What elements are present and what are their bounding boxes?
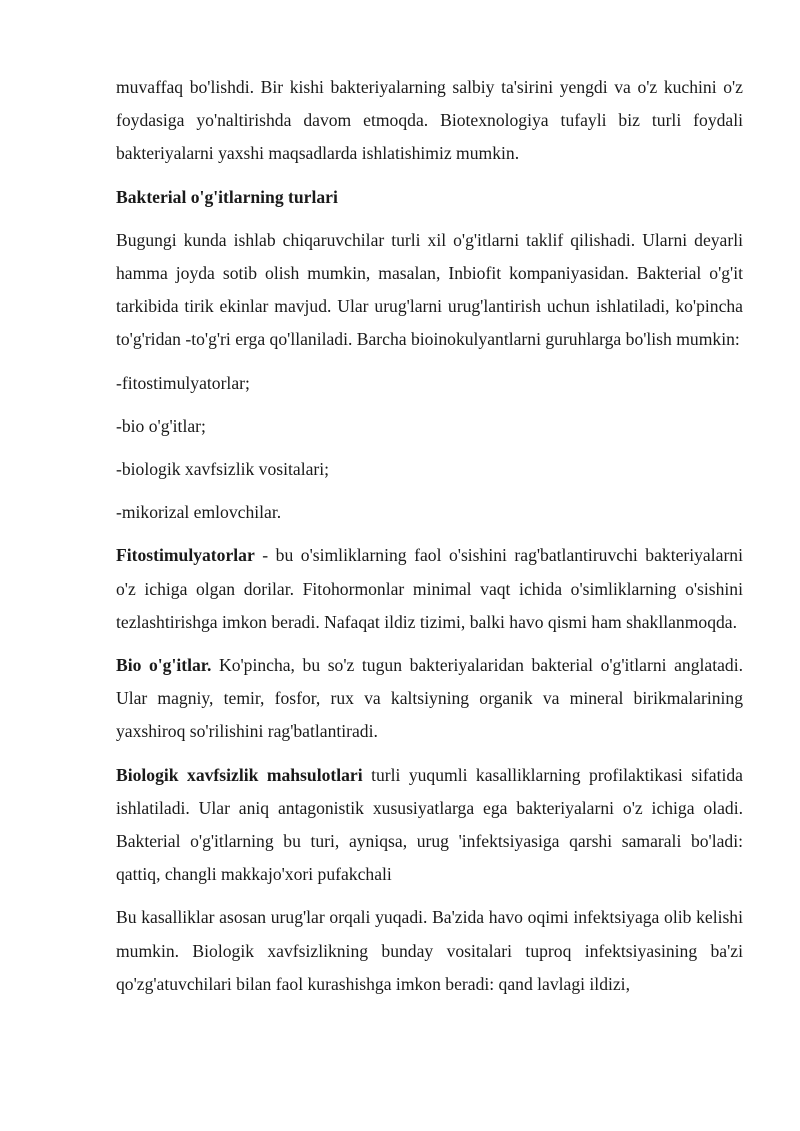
list-item: -bio o'g'itlar; bbox=[116, 415, 206, 436]
paragraph-diseases: Bu kasalliklar asosan urug'lar orqali yuqadi. Ba'zida havo oqimi infektsiyaga olib kelishi mumkin. Biologik xavfsizlikning bunday vositalari tuproq infektsiyasining ba'zi qo'zg'atuvchilari bilan faol kurashishga imkon beradi: qand lavlagi ildizi, bbox=[116, 907, 743, 994]
definition-text: - bu o'simliklarning faol o'sishini rag'batlantiruvchi bakteriyalarni o'z ichiga olgan dorilar. Fitohormonlar minimal vaqt ichida o'simliklarning o'sishini tezlashtirishga imkon beradi. Nafaqat ildiz tizimi, balki havo qismi ham shakllanmoqda. bbox=[116, 545, 743, 632]
paragraph-biofertilizers bbox=[116, 649, 743, 749]
list-item: -biologik xavfsizlik vositalari; bbox=[116, 459, 330, 480]
term-phytostimulators: Fitostimulyatorlar bbox=[116, 545, 255, 566]
definition-text: turli yuqumli kasalliklarning profilaktikasi sifatida ishlatiladi. Ular aniq antagonistik xususiyatlarga ega bakteriyalarni o'z ichiga oladi. Bakterial o'g'itlarning bu turi, ayniqsa, urug 'infektsiyasiga qarshi samarali bo'ladi: qattiq, changli makkajo'xori pufakchali bbox=[116, 764, 743, 885]
list-item: -fitostimulyatorlar; bbox=[116, 372, 250, 393]
term-biosafety: Biologik xavfsizlik mahsulotlari bbox=[116, 764, 363, 785]
paragraph-phytostimulators bbox=[116, 539, 743, 639]
paragraph-types: Bugungi kunda ishlab chiqaruvchilar turli xil o'g'itlarni taklif qilishadi. Ularni deyarli hamma joyda sotib olish mumkin, masalan, Inbiofit kompaniyasidan. Bakterial o'g'it tarkibida tirik ekinlar mavjud. Ular urug'larni urug'lantirish uchun ishlatiladi, ko'pincha to'g'ridan -to'g'ri erga qo'llaniladi. Barcha bioinokulyantlarni guruhlarga bo'lish mumkin: bbox=[116, 229, 743, 350]
paragraph-biosafety bbox=[116, 759, 743, 892]
section-heading: Bakterial o'g'itlarning turlari bbox=[116, 186, 338, 207]
paragraph-intro: muvaffaq bo'lishdi. Bir kishi bakteriyalarning salbiy ta'sirini yengdi va o'z kuchini o'z foydasiga yo'naltirishda davom etmoqda. Biotexnologiya tufayli biz turli foydali bakteriyalarni yaxshi maqsadlarda ishlatishimiz mumkin. bbox=[116, 77, 743, 164]
definition-text: Ko'pincha, bu so'z tugun bakteriyalaridan bakterial o'g'itlarni anglatadi. Ular magniy, temir, fosfor, rux va kaltsiyning organik va mineral birikmalarining yaxshiroq so'rilishini rag'batlantiradi. bbox=[116, 655, 743, 742]
list-item: -mikorizal emlovchilar. bbox=[116, 502, 282, 523]
term-biofertilizers: Bio o'g'itlar. bbox=[116, 655, 212, 676]
